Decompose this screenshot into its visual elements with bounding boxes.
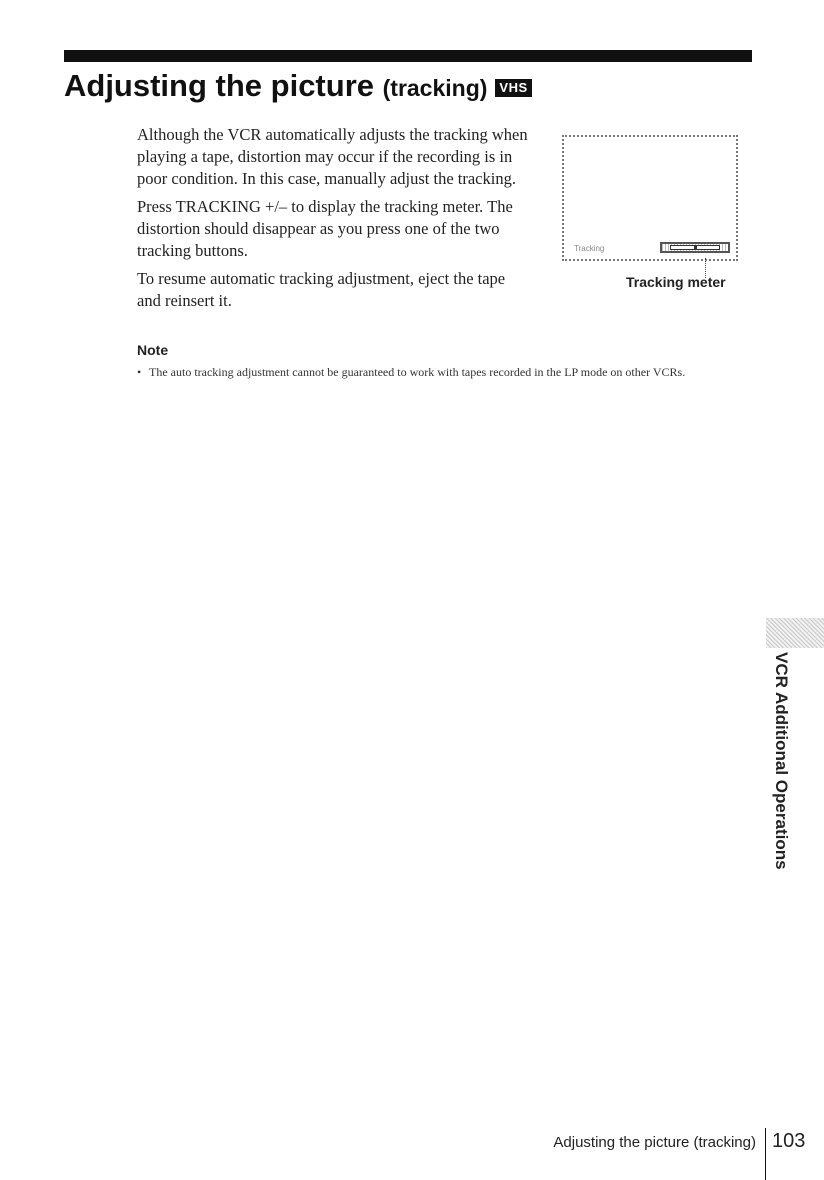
vhs-badge: VHS [495,79,531,97]
tracking-meter-caption: Tracking meter [626,274,726,290]
footer-divider [765,1128,766,1180]
note-item: • The auto tracking adjustment cannot be guaranteed to work with tapes recorded in the LP mode on other VCRs. [137,365,737,380]
instructions-body [137,124,532,318]
page-number: 103 [772,1130,806,1152]
side-tab-label: VCR Additional Operations [772,652,791,870]
tracking-meter [660,242,730,253]
footer-title: Adjusting the picture (tracking) [553,1134,756,1151]
paragraph-intro: Although the VCR automatically adjusts the tracking when playing a tape, distortion may occur if the recording is in poor condition. In this case, manually adjust the tracking. [137,125,528,188]
page-title [64,66,532,108]
tracking-meter-indicator [694,246,697,249]
screen-tracking-label: Tracking [574,244,605,253]
paragraph-resume: To resume automatic tracking adjustment, eject the tape and reinsert it. [137,269,506,310]
side-tab-marker [766,618,824,648]
tracking-meter-bar [670,245,720,250]
note-heading: Note [137,342,169,358]
page-title-text: Adjusting the picture [64,68,374,103]
tv-screen-illustration [562,135,738,261]
note-list [137,365,737,380]
header-rule [64,50,752,62]
page-title-subtitle: (tracking) [382,75,488,101]
paragraph-press-tracking: Press TRACKING +/– to display the tracking meter. The distortion should disappear as you press one of the two tracking buttons. [137,197,513,260]
